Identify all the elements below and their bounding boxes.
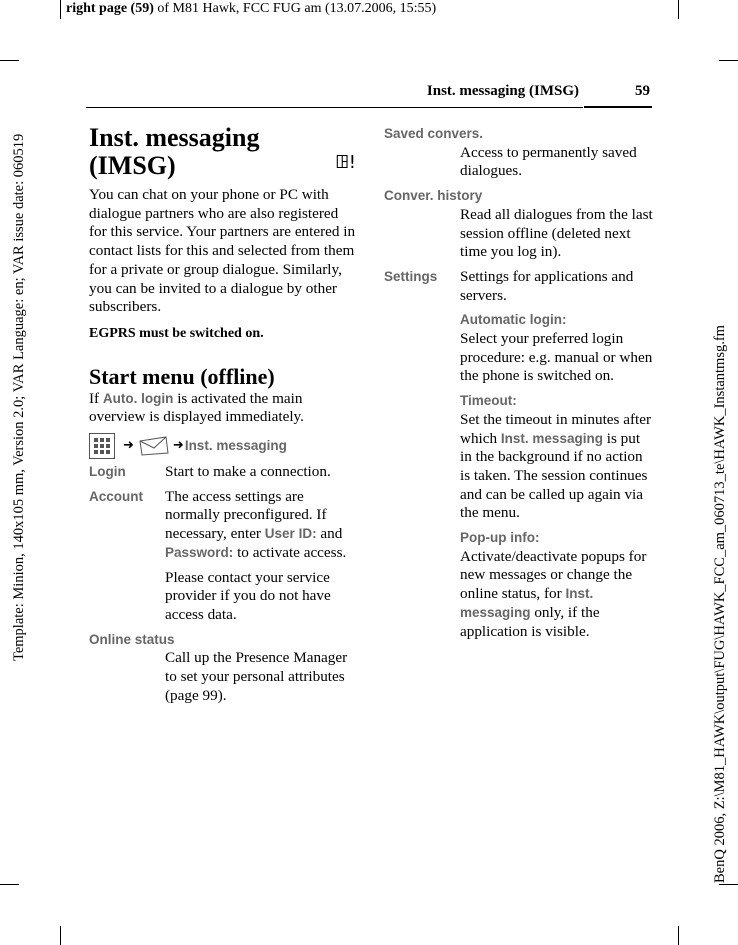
option-login: Login Start to make a connection. (89, 463, 331, 481)
crop-mark (719, 60, 738, 61)
timeout-text: Set the timeout in minutes after which Inst. messaging is put in the background if no action is taken. The session continues and can be called up again via the menu. (460, 410, 652, 522)
option-saved-text: Access to permanently saved dialogues. (460, 143, 637, 180)
intro-paragraph: You can chat on your phone or PC with dialogue partners who are also registered for this service. Your partners are entered in contact lists for this and selected from them for a private or group dialogue. Similarly, you can be invited to a dialogue by other subscribers. (89, 186, 356, 316)
subhead-popup: Pop-up info: (460, 530, 540, 546)
option-settings: Settings Settings for applications and servers. (384, 267, 634, 304)
popup-text: Activate/deactivate popups for new messages or change the online status, for Inst. messaging only, if the application is visible. (460, 547, 647, 640)
arrow-icon: ➜ (172, 437, 184, 453)
menu-path (89, 431, 356, 461)
crop-mark (678, 926, 679, 945)
crop-mark (60, 0, 61, 19)
subhead-timeout: Timeout: (460, 393, 517, 409)
arrow-icon: ➜ (123, 437, 134, 453)
messages-icon (138, 435, 170, 457)
subhead-auto-login: Automatic login: (460, 312, 567, 328)
right-column (384, 125, 654, 641)
option-online-status-text: Call up the Presence Manager to set your personal attributes (page 99). (165, 649, 348, 704)
account-note: Please contact your service provider if you do not have access data. (165, 568, 331, 623)
option-online-status-label: Online status (89, 631, 175, 647)
header-rule (86, 107, 583, 108)
settings-details (384, 311, 654, 641)
header-rule (584, 106, 652, 108)
crop-mark (678, 0, 679, 19)
auto-login-text: Select your preferred login procedure: e.g. manual or when the phone is switched on. (460, 330, 653, 385)
crop-mark (60, 926, 61, 945)
note: EGPRS must be switched on. (89, 325, 264, 341)
menu-key-icon (89, 433, 115, 459)
template-info: Template: Minion, 140x105 mm, Version 2.0; VAR Language: en; VAR issue date: 060519 (11, 133, 27, 661)
crop-mark (719, 884, 738, 885)
print-slug: right page (59) of M81 Hawk, FCC FUG am (13.07.2006, 15:55) (66, 1, 437, 16)
section-heading: Start menu (offline) (89, 363, 275, 389)
menu-path-label: Inst. messaging (184, 437, 287, 453)
option-history-label: Conver. history (384, 188, 483, 204)
page-title: Inst. messaging (IMSG) ꖸ! (89, 123, 356, 180)
left-column (89, 124, 356, 705)
network-service-icon: ꖸ! (335, 152, 356, 173)
start-paragraph: If Auto. login is activated the main overview is displayed immediately. (89, 389, 304, 426)
option-history-text: Read all dialogues from the last session offline (deleted next time you log in). (460, 205, 653, 261)
header-title: Inst. messaging (IMSG) (426, 83, 579, 99)
file-path-info: BenQ 2006, Z:\M81_HAWK\output\FUG\HAWK_FCC_am_060713_te\HAWK_Instantmsg.fm (712, 325, 728, 883)
running-header (86, 82, 652, 108)
page-number: 59 (635, 83, 650, 99)
option-account: Account The access settings are normally preconfigured. If necessary, enter User ID: and Password: to activate access. (89, 487, 347, 561)
crop-mark (0, 884, 19, 885)
option-saved-label: Saved convers. (384, 126, 484, 141)
